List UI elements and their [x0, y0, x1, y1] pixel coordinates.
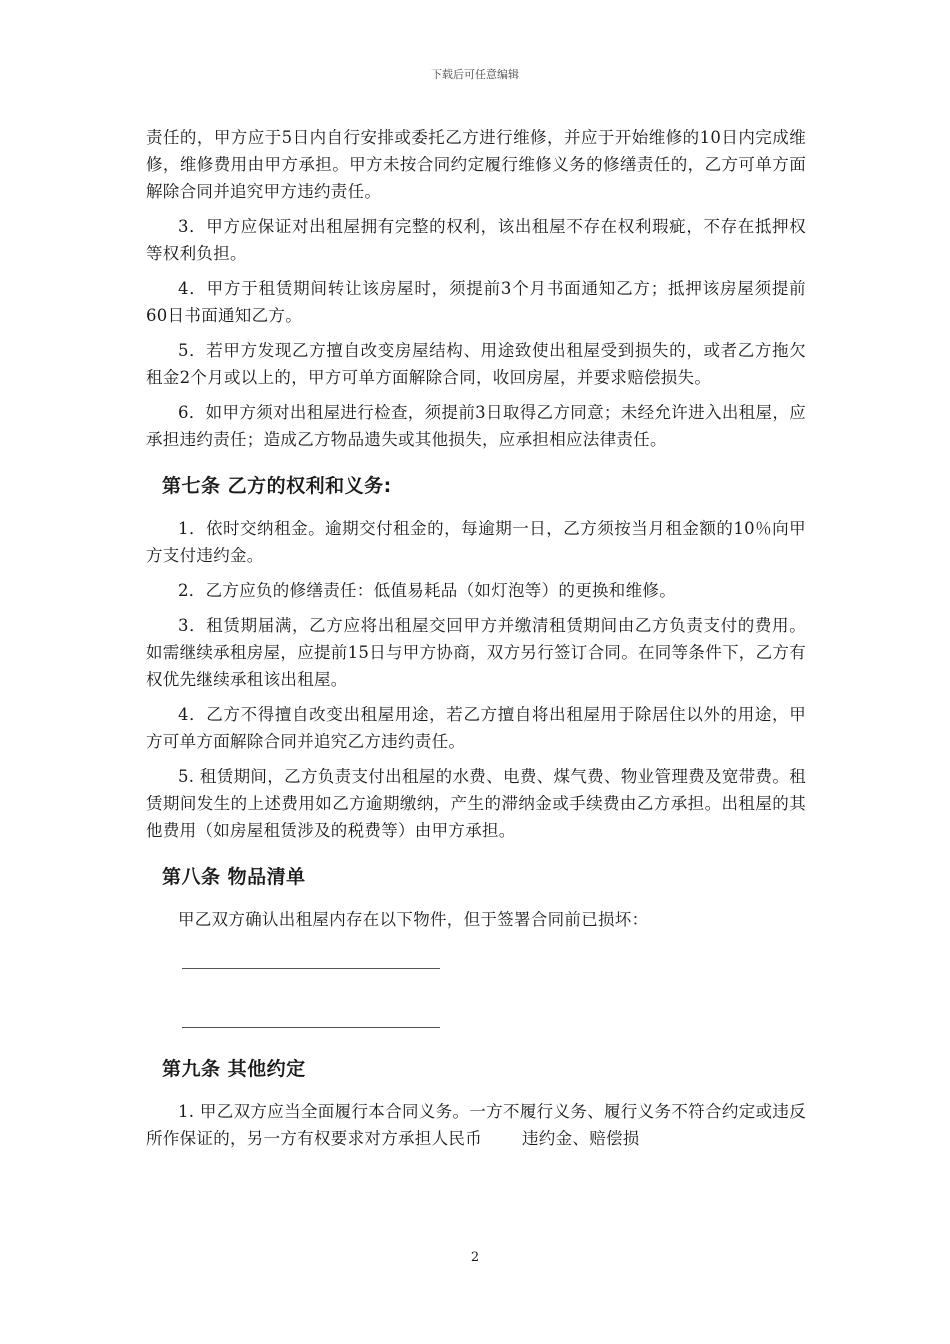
- page-header: 下载后可任意编辑: [431, 68, 519, 81]
- section-9-item-1-text: 1. 甲乙双方应当全面履行本合同义务。一方不履行义务、履行义务不符合约定或违反所作保证的，另一方有权要求对方承担人民币: [146, 1102, 806, 1148]
- page-number: 2: [470, 1250, 480, 1265]
- section-9-item-1-tail: 违约金、赔偿损: [522, 1129, 640, 1148]
- section-7-item-5: 5. 租赁期间，乙方负责支付出租屋的水费、电费、煤气费、物业管理费及宽带费。租赁期间发生的上述费用如乙方逾期缴纳，产生的滞纳金或手续费由乙方承担。出租屋的其他费用（如房屋租赁涉及的税费等）由甲方承担。: [146, 767, 806, 840]
- section-7-item-4: 4．乙方不得擅自改变出租屋用途，若乙方擅自将出租屋用于除居住以外的用途，甲方可单方面解除合同并追究乙方违约责任。: [146, 705, 806, 751]
- section-7-heading: 第七条 乙方的权利和义务:: [162, 475, 392, 497]
- blank-fill-line-1: [182, 967, 440, 969]
- paragraph-clause-3: 3．甲方应保证对出租屋拥有完整的权利，该出租屋不存在权利瑕疵，不存在抵押权等权利负担。: [146, 217, 806, 263]
- section-7-item-1: 1．依时交纳租金。逾期交付租金的，每逾期一日，乙方须按当月租金额的10％向甲方支付违约金。: [146, 519, 806, 565]
- section-8-intro: 甲乙双方确认出租屋内存在以下物件，但于签署合同前已损坏：: [178, 910, 649, 929]
- section-7-item-3: 3．租赁期届满，乙方应将出租屋交回甲方并缴清租赁期间由乙方负责支付的费用。如需继续承租房屋，应提前15日与甲方协商，双方另行签订合同。在同等条件下，乙方有权优先继续承租该出租屋。: [146, 616, 806, 689]
- paragraph-continuation: 责任的，甲方应于5日内自行安排或委托乙方进行维修，并应于开始维修的10日内完成维修，维修费用由甲方承担。甲方未按合同约定履行维修义务的修缮责任的，乙方可单方面解除合同并追究甲方违约责任。: [146, 128, 806, 201]
- section-7-item-2: 2．乙方应负的修缮责任：低值易耗品（如灯泡等）的更换和维修。: [178, 581, 676, 600]
- document-body: [146, 124, 806, 1160]
- section-9-item-1: [146, 1098, 806, 1152]
- section-8-heading: 第八条 物品清单: [162, 866, 306, 888]
- section-9-heading: 第九条 其他约定: [162, 1058, 306, 1080]
- paragraph-clause-4: 4．甲方于租赁期间转让该房屋时，须提前3个月书面通知乙方；抵押该房屋须提前60日书面通知乙方。: [146, 279, 806, 325]
- blank-fill-line-2: [182, 1026, 440, 1028]
- paragraph-clause-5: 5．若甲方发现乙方擅自改变房屋结构、用途致使出租屋受到损失的，或者乙方拖欠租金2个月或以上的，甲方可单方面解除合同，收回房屋，并要求赔偿损失。: [146, 341, 806, 387]
- paragraph-clause-6: 6．如甲方须对出租屋进行检查，须提前3日取得乙方同意；未经允许进入出租屋，应承担违约责任；造成乙方物品遗失或其他损失，应承担相应法律责任。: [146, 403, 806, 449]
